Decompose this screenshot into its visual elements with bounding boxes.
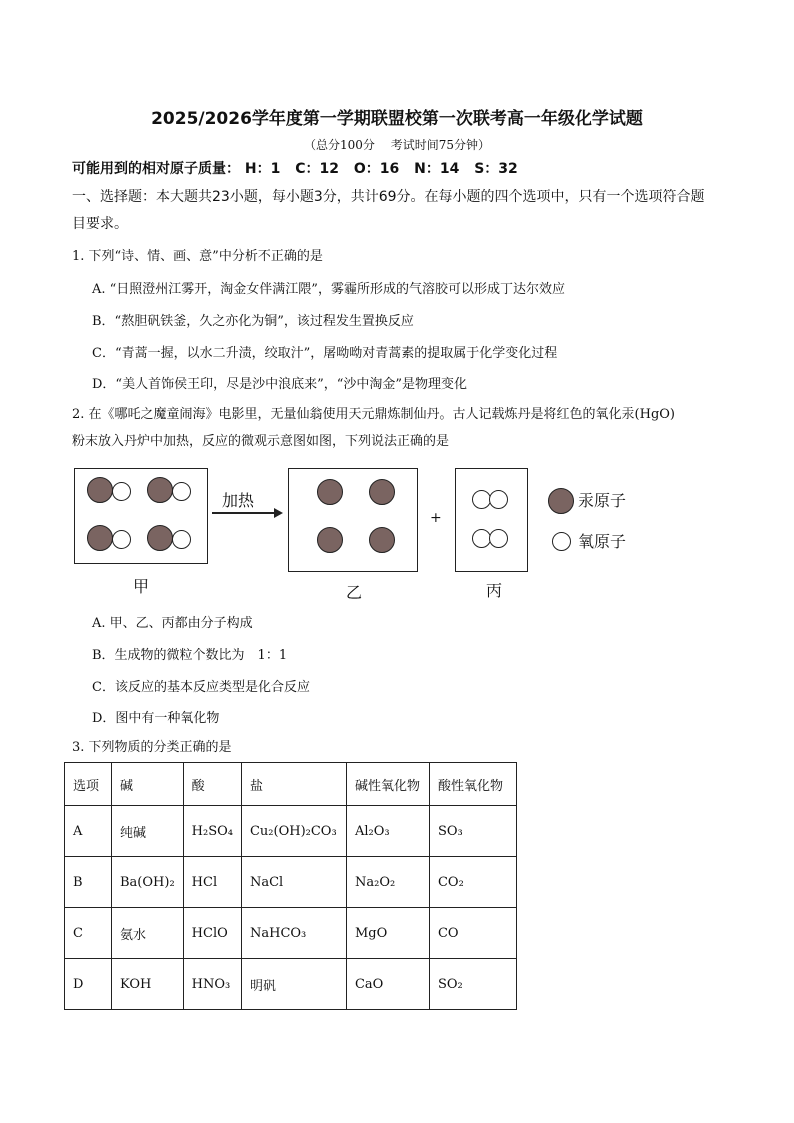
arrow-label: 加热 xyxy=(222,491,255,510)
legend-mercury-label: 汞原子 xyxy=(578,491,627,510)
q2-stem-line2: 粉末放入丹炉中加热，反应的微观示意图如图，下列说法正确的是 xyxy=(72,434,450,449)
mass-o: O：16 xyxy=(353,161,400,177)
arrow-head-icon xyxy=(274,508,283,518)
q1-option-a: A. “日照澄州江雾开，淘金女伴满江隈”，雾霾所形成的气溶胶可以形成丁达尔效应 xyxy=(92,282,565,297)
header-base: 碱 xyxy=(112,763,184,806)
cell: Na₂O₂ xyxy=(346,857,429,908)
cell: MgO xyxy=(346,908,429,959)
cell: NaHCO₃ xyxy=(241,908,346,959)
q3-stem: 3. 下列物质的分类正确的是 xyxy=(72,740,232,755)
oxygen-atom xyxy=(112,530,131,549)
cell: B xyxy=(65,857,112,908)
table-header-row xyxy=(65,763,517,806)
label-jia: 甲 xyxy=(133,577,150,596)
legend-mercury-icon xyxy=(548,488,574,514)
mass-c: C：12 xyxy=(295,161,339,177)
mercury-atom xyxy=(147,525,173,551)
header-option: 选项 xyxy=(65,763,112,806)
cell: 纯碱 xyxy=(112,806,184,857)
cell: HClO xyxy=(183,908,241,959)
cell: SO₃ xyxy=(429,806,516,857)
q2-option-a: A. 甲、乙、丙都由分子构成 xyxy=(92,616,253,631)
cell: NaCl xyxy=(241,857,346,908)
cell: 明矾 xyxy=(241,959,346,1010)
q2-option-c: C．该反应的基本反应类型是化合反应 xyxy=(92,680,310,695)
cell: Cu₂(OH)₂CO₃ xyxy=(241,806,346,857)
oxygen-atom xyxy=(112,482,131,501)
q2-stem-line1: 2. 在《哪吒之魔童闹海》电影里，无量仙翁使用天元鼎炼制仙丹。古人记载炼丹是将红色的氧化汞(HgO) xyxy=(72,407,675,422)
q1-option-d: D．“美人首饰侯王印，尽是沙中浪底来”，“沙中淘金”是物理变化 xyxy=(92,377,468,392)
legend-oxygen-label: 氧原子 xyxy=(578,532,627,551)
label-yi: 乙 xyxy=(346,583,363,602)
cell: CO₂ xyxy=(429,857,516,908)
exam-time: 考试时间75分钟） xyxy=(390,138,490,152)
q2-option-d: D．图中有一种氧化物 xyxy=(92,711,220,726)
mercury-atom xyxy=(317,479,343,505)
section-heading: 一、选择题：本大题共23小题，每小题3分，共计69分。在每小题的四个选项中，只有一个选项符合题目要求。 xyxy=(72,189,705,232)
cell: SO₂ xyxy=(429,959,516,1010)
q1-stem: 1. 下列“诗、情、画、意”中分析不正确的是 xyxy=(72,249,323,264)
atomic-masses xyxy=(72,158,528,178)
exam-info xyxy=(0,136,794,153)
header-acidic-oxide: 酸性氧化物 xyxy=(429,763,516,806)
q2-option-b: B．生成物的微粒个数比为 1：1 xyxy=(92,648,288,663)
total-score: （总分100分 xyxy=(303,138,375,152)
cell: Ba(OH)₂ xyxy=(112,857,184,908)
reaction-arrow xyxy=(212,512,276,514)
box-jia xyxy=(74,468,208,564)
header-acid: 酸 xyxy=(183,763,241,806)
mercury-atom xyxy=(87,477,113,503)
q1-option-b: B．“熬胆矾铁釜，久之亦化为铜”，该过程发生置换反应 xyxy=(92,314,414,329)
plus-sign: + xyxy=(430,510,442,526)
label-bing: 丙 xyxy=(486,581,503,600)
cell: KOH xyxy=(112,959,184,1010)
oxygen-atom xyxy=(172,482,191,501)
cell: H₂SO₄ xyxy=(183,806,241,857)
cell: D xyxy=(65,959,112,1010)
cell: 氨水 xyxy=(112,908,184,959)
cell: Al₂O₃ xyxy=(346,806,429,857)
legend-oxygen-icon xyxy=(552,532,571,551)
table-row xyxy=(65,908,517,959)
cell: HNO₃ xyxy=(183,959,241,1010)
header-basic-oxide: 碱性氧化物 xyxy=(346,763,429,806)
mercury-atom xyxy=(369,527,395,553)
table-row xyxy=(65,857,517,908)
cell: A xyxy=(65,806,112,857)
cell: CO xyxy=(429,908,516,959)
mass-n: N：14 xyxy=(414,161,460,177)
mass-s: S：32 xyxy=(474,161,518,177)
cell: C xyxy=(65,908,112,959)
box-bing xyxy=(455,468,528,572)
table-row xyxy=(65,959,517,1010)
page-title: 2025/2026学年度第一学期联盟校第一次联考高一年级化学试题 xyxy=(151,109,643,129)
atomic-masses-label: 可能用到的相对原子质量： xyxy=(72,161,240,177)
mercury-atom xyxy=(147,477,173,503)
header-salt: 盐 xyxy=(241,763,346,806)
oxygen-atom xyxy=(489,529,508,548)
mercury-atom xyxy=(87,525,113,551)
oxygen-atom xyxy=(172,530,191,549)
table-row xyxy=(65,806,517,857)
mercury-atom xyxy=(317,527,343,553)
classification-table xyxy=(64,762,517,1010)
reaction-diagram xyxy=(0,460,794,610)
mass-h: H：1 xyxy=(244,161,281,177)
cell: HCl xyxy=(183,857,241,908)
cell: CaO xyxy=(346,959,429,1010)
box-yi xyxy=(288,468,418,572)
mercury-atom xyxy=(369,479,395,505)
oxygen-atom xyxy=(489,490,508,509)
q1-option-c: C．“青蒿一握，以水二升渍，绞取汁”，屠呦呦对青蒿素的提取属于化学变化过程 xyxy=(92,346,558,361)
